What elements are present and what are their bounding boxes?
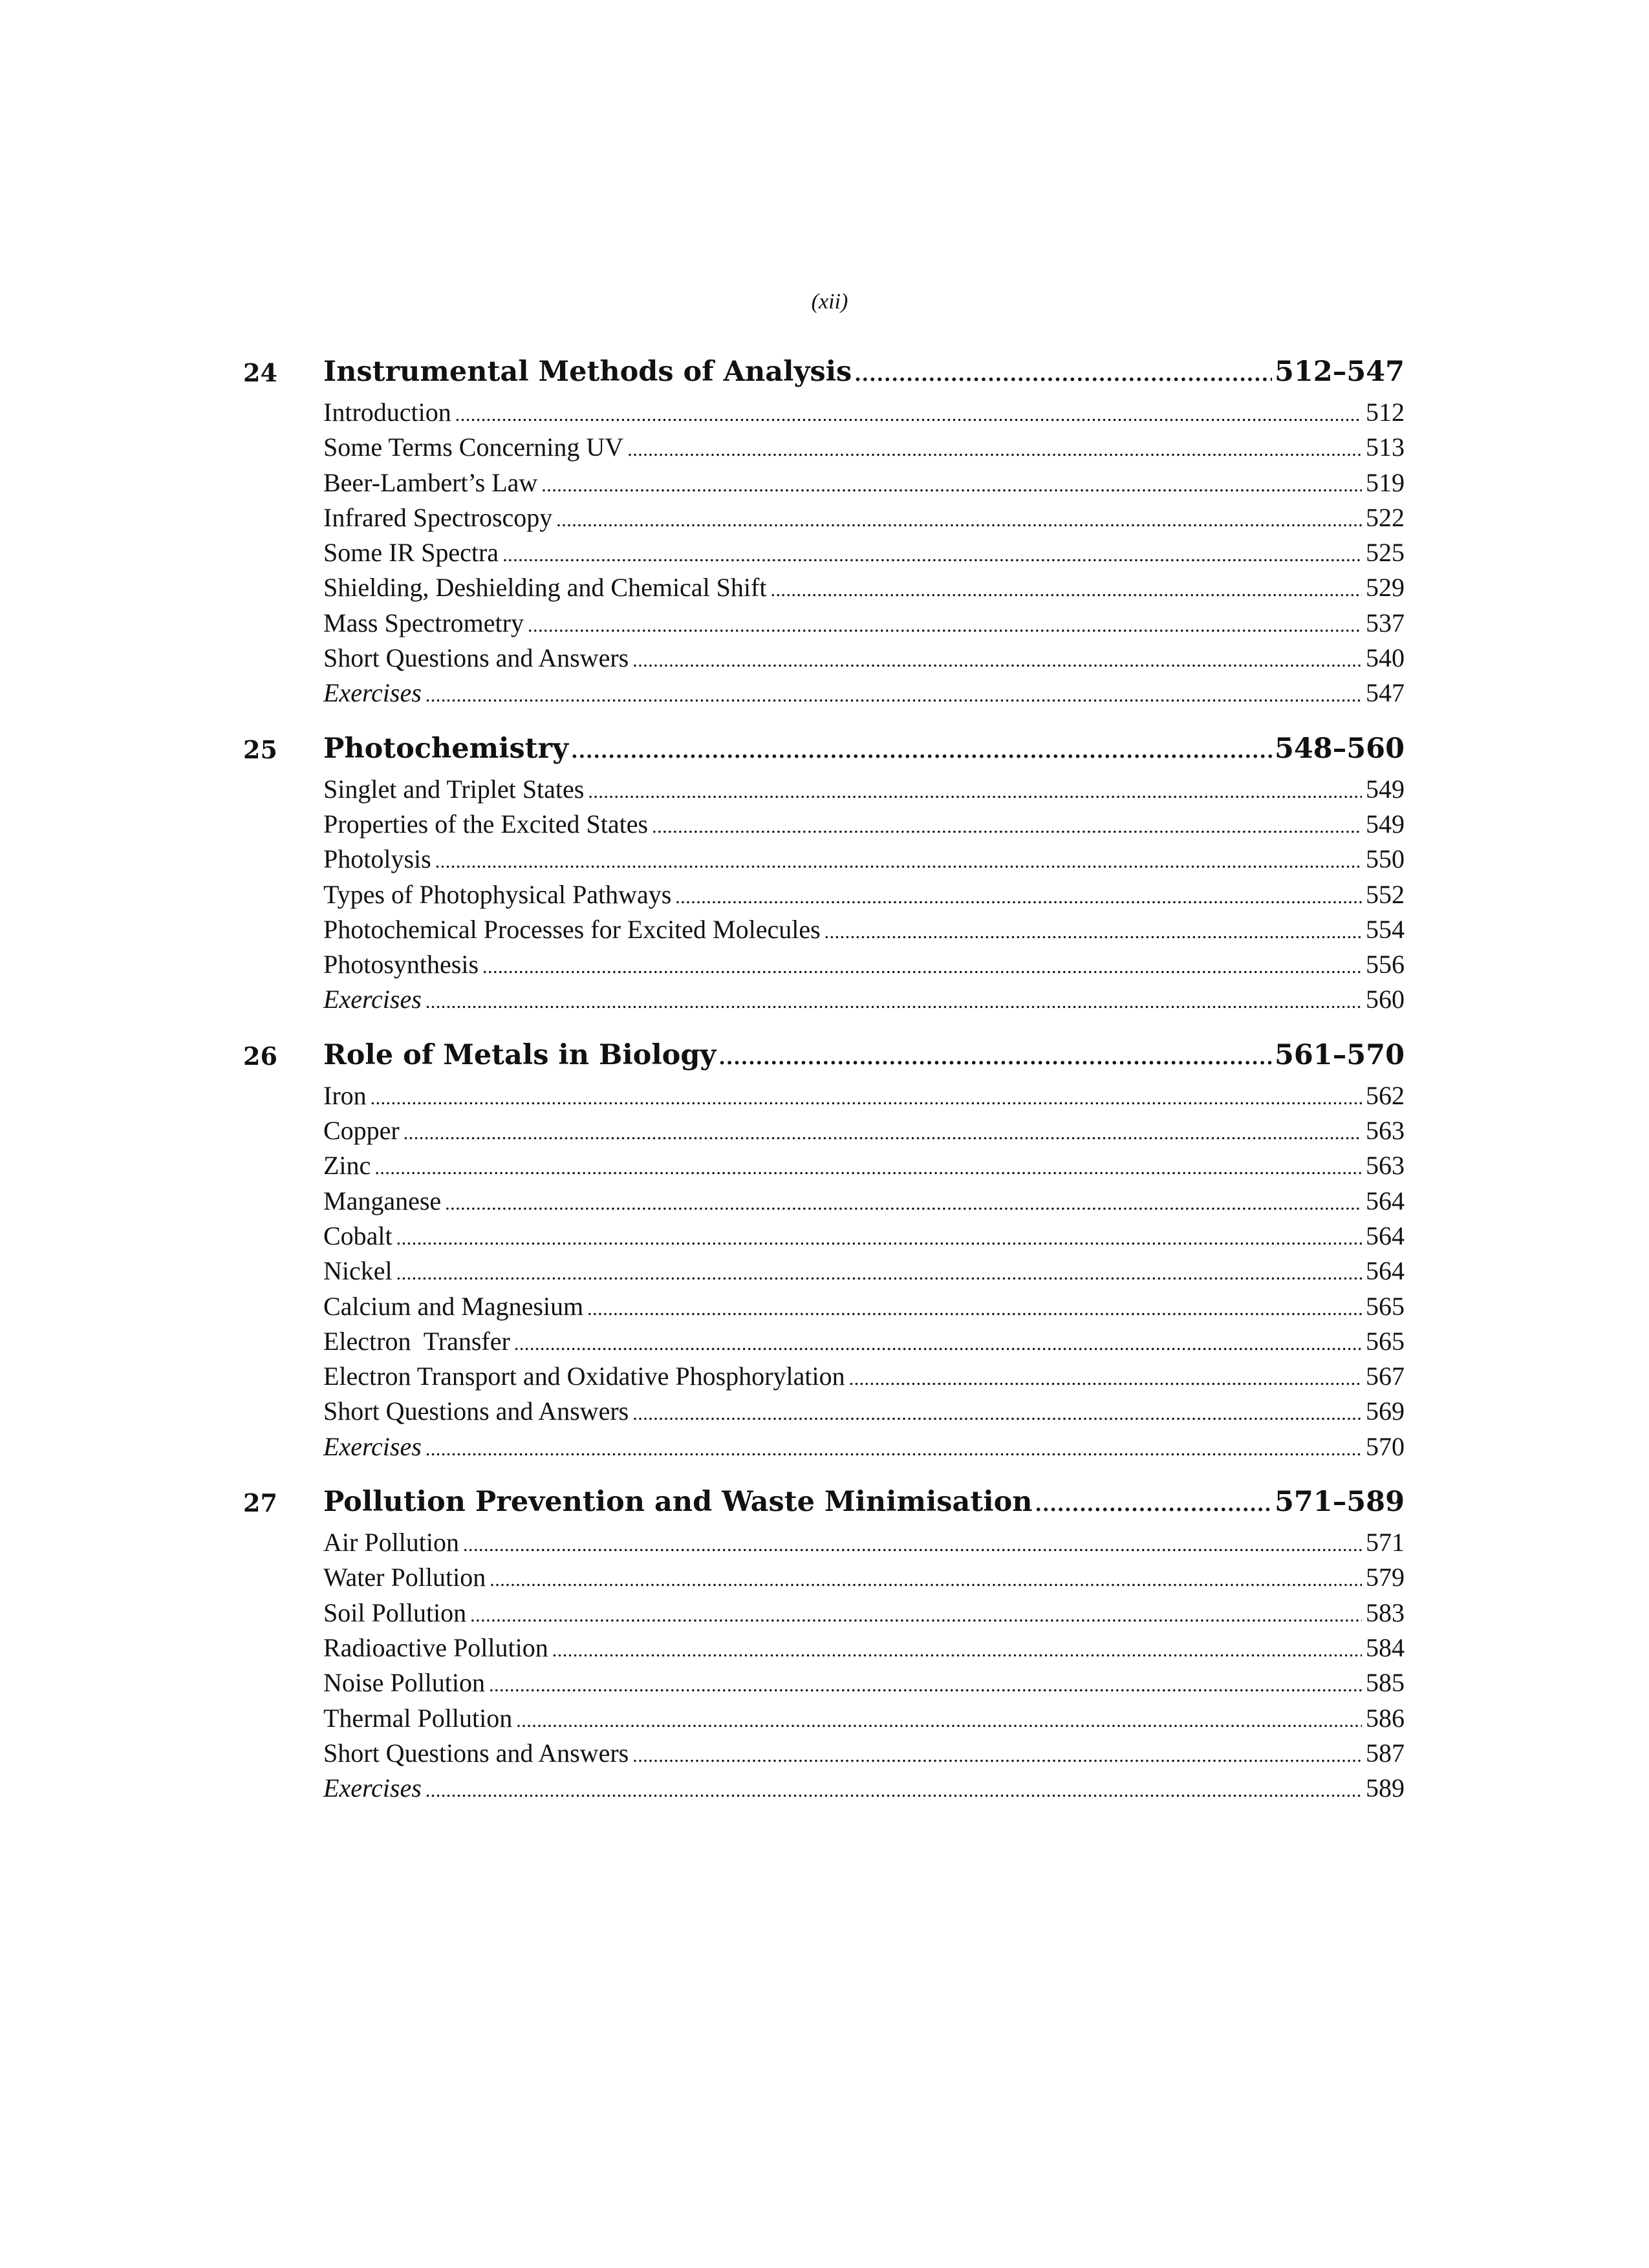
entry-page-number: 587 (1366, 1738, 1405, 1768)
chapter-heading[interactable] (0, 349, 1649, 394)
dot-leader (552, 1640, 1362, 1662)
entry-page-number: 583 (1366, 1598, 1405, 1627)
entry-page-number: 554 (1366, 914, 1405, 944)
dot-leader (632, 1745, 1362, 1767)
toc-entry[interactable] (323, 984, 1405, 1019)
dot-leader (482, 956, 1362, 978)
entry-page-number: 565 (1366, 1326, 1405, 1356)
chapter-title-line (323, 1486, 1405, 1518)
toc-entry[interactable] (323, 774, 1405, 809)
table-of-contents (0, 349, 1649, 1821)
chapter-heading[interactable] (0, 726, 1649, 771)
dot-leader (587, 1298, 1362, 1320)
dot-leader (455, 404, 1362, 426)
chapter-title-line (323, 356, 1405, 388)
entry-page-number: 549 (1366, 809, 1405, 839)
entry-title: Exercises (323, 678, 422, 708)
dot-leader (445, 1193, 1362, 1215)
entry-page-number: 563 (1366, 1151, 1405, 1181)
toc-entry[interactable] (323, 809, 1405, 844)
dot-leader (516, 1710, 1362, 1732)
entry-title: Soil Pollution (323, 1598, 467, 1627)
dot-leader (824, 921, 1362, 943)
dot-leader (396, 1263, 1362, 1285)
dot-leader (588, 781, 1362, 803)
section-list (323, 771, 1405, 1020)
dot-leader (528, 615, 1362, 637)
entry-page-number: 564 (1366, 1186, 1405, 1215)
toc-entry[interactable] (323, 1361, 1405, 1396)
toc-entry[interactable] (323, 1221, 1405, 1256)
dot-leader (426, 1439, 1362, 1460)
toc-entry[interactable] (323, 1738, 1405, 1773)
entry-title: Air Pollution (323, 1528, 460, 1557)
entry-page-number: 569 (1366, 1396, 1405, 1426)
entry-title: Water Pollution (323, 1563, 486, 1592)
entry-page-number: 586 (1366, 1703, 1405, 1733)
entry-page-number: 537 (1366, 608, 1405, 637)
toc-entry[interactable] (323, 1150, 1405, 1185)
dot-leader (632, 650, 1362, 672)
entry-page-number: 512 (1366, 398, 1405, 427)
chapter-24 (0, 349, 1649, 713)
chapter-27 (0, 1479, 1649, 1808)
chapter-heading[interactable] (0, 1479, 1649, 1524)
toc-entry[interactable] (323, 1256, 1405, 1290)
entry-page-number: 579 (1366, 1563, 1405, 1592)
chapter-title: Instrumental Methods of Analysis (323, 356, 852, 388)
entry-page-number: 540 (1366, 643, 1405, 673)
entry-title: Zinc (323, 1151, 371, 1181)
entry-title: Exercises (323, 1431, 422, 1461)
toc-entry[interactable] (323, 643, 1405, 678)
dot-leader (718, 1047, 1272, 1069)
entry-page-number: 547 (1366, 678, 1405, 708)
chapter-title-line (323, 1039, 1405, 1071)
entry-page-number: 522 (1366, 502, 1405, 532)
dot-leader (426, 1780, 1362, 1802)
entry-page-number: 560 (1366, 985, 1405, 1014)
entry-title: Properties of the Excited States (323, 809, 649, 839)
entry-title: Infrared Spectroscopy (323, 502, 553, 532)
entry-page-number: 585 (1366, 1668, 1405, 1698)
entry-page-number: 567 (1366, 1362, 1405, 1391)
section-list (323, 1078, 1405, 1466)
dot-leader (514, 1333, 1362, 1355)
entry-title: Manganese (323, 1186, 442, 1215)
entry-title: Exercises (323, 1773, 422, 1803)
toc-entry[interactable] (323, 572, 1405, 607)
section-list (323, 1524, 1405, 1808)
dot-leader (1035, 1493, 1272, 1516)
dot-leader (854, 363, 1272, 386)
entry-title: Types of Photophysical Pathways (323, 879, 672, 909)
entry-page-number: 563 (1366, 1116, 1405, 1146)
chapter-number: 24 (243, 358, 277, 387)
toc-entry[interactable] (323, 1703, 1405, 1738)
entry-page-number: 556 (1366, 950, 1405, 979)
chapter-26 (0, 1032, 1649, 1466)
dot-leader (463, 1534, 1362, 1556)
dot-leader (470, 1605, 1362, 1627)
chapter-number: 26 (243, 1041, 277, 1071)
dot-leader (541, 475, 1362, 497)
entry-page-number: 564 (1366, 1221, 1405, 1250)
entry-page-number: 513 (1366, 433, 1405, 462)
chapter-number: 27 (243, 1488, 277, 1518)
dot-leader (404, 1122, 1362, 1144)
chapter-heading[interactable] (0, 1032, 1649, 1078)
dot-leader (489, 1674, 1362, 1696)
entry-title: Calcium and Magnesium (323, 1291, 584, 1321)
entry-title: Cobalt (323, 1221, 393, 1250)
dot-leader (652, 816, 1362, 838)
toc-entry[interactable] (323, 1632, 1405, 1667)
toc-entry[interactable] (323, 1562, 1405, 1597)
chapter-25 (0, 726, 1649, 1020)
entry-title: Some IR Spectra (323, 538, 499, 568)
dot-leader (556, 509, 1362, 531)
entry-title: Some Terms Concerning UV (323, 433, 624, 462)
toc-entry[interactable] (323, 1080, 1405, 1115)
toc-entry[interactable] (323, 678, 1405, 712)
entry-title: Singlet and Triplet States (323, 774, 585, 804)
entry-title: Short Questions and Answers (323, 1396, 629, 1426)
entry-page-number: 584 (1366, 1632, 1405, 1662)
entry-page-number: 552 (1366, 879, 1405, 909)
toc-entry[interactable] (323, 1396, 1405, 1431)
entry-page-number: 564 (1366, 1256, 1405, 1286)
toc-entry[interactable] (323, 1431, 1405, 1466)
entry-page-number: 529 (1366, 573, 1405, 603)
toc-entry[interactable] (323, 537, 1405, 572)
entry-page-number: 519 (1366, 467, 1405, 497)
toc-entry[interactable] (323, 1291, 1405, 1326)
chapter-title: Pollution Prevention and Waste Minimisation (323, 1486, 1033, 1519)
dot-leader (675, 886, 1362, 908)
toc-entry[interactable] (323, 502, 1405, 537)
entry-page-number: 589 (1366, 1773, 1405, 1803)
entry-title: Radioactive Pollution (323, 1632, 548, 1662)
entry-title: Thermal Pollution (323, 1703, 513, 1733)
entry-title: Nickel (323, 1256, 393, 1286)
entry-title: Iron (323, 1080, 367, 1110)
entry-title: Shielding, Deshielding and Chemical Shift (323, 573, 767, 603)
entry-page-number: 525 (1366, 538, 1405, 568)
chapter-title-line (323, 733, 1405, 765)
dot-leader (435, 851, 1362, 873)
dot-leader (371, 1087, 1362, 1109)
toc-entry[interactable] (323, 432, 1405, 467)
toc-entry[interactable] (323, 949, 1405, 984)
entry-page-number: 565 (1366, 1291, 1405, 1321)
entry-title: Copper (323, 1116, 400, 1146)
chapter-title: Photochemistry (323, 732, 569, 765)
toc-entry[interactable] (323, 1326, 1405, 1361)
toc-entry[interactable] (323, 1527, 1405, 1562)
dot-leader (502, 544, 1362, 566)
toc-entry[interactable] (323, 608, 1405, 643)
chapter-page-range: 512–547 (1274, 356, 1405, 388)
page-number: (xii) (811, 290, 848, 314)
entry-title: Mass Spectrometry (323, 608, 524, 637)
entry-title: Photochemical Processes for Excited Molecules (323, 914, 821, 944)
entry-page-number: 571 (1366, 1528, 1405, 1557)
toc-entry[interactable] (323, 397, 1405, 432)
entry-title: Beer-Lambert’s Law (323, 467, 538, 497)
entry-title: Electron Transfer (323, 1326, 510, 1356)
toc-entry[interactable] (323, 1598, 1405, 1632)
dot-leader (374, 1157, 1362, 1179)
toc-entry[interactable] (323, 844, 1405, 879)
dot-leader (571, 740, 1272, 763)
dot-leader (627, 439, 1362, 461)
chapter-page-range: 561–570 (1274, 1038, 1405, 1071)
toc-entry[interactable] (323, 1115, 1405, 1150)
entry-page-number: 570 (1366, 1431, 1405, 1461)
toc-entry[interactable] (323, 1667, 1405, 1702)
entry-title: Short Questions and Answers (323, 1738, 629, 1768)
dot-leader (396, 1228, 1362, 1250)
toc-entry[interactable] (323, 1773, 1405, 1808)
section-list (323, 394, 1405, 713)
entry-page-number: 562 (1366, 1080, 1405, 1110)
entry-title: Electron Transport and Oxidative Phosphorylation (323, 1362, 845, 1391)
entry-page-number: 549 (1366, 774, 1405, 804)
entry-title: Noise Pollution (323, 1668, 486, 1698)
dot-leader (632, 1403, 1362, 1425)
entry-title: Introduction (323, 398, 451, 427)
chapter-number: 25 (243, 734, 277, 764)
dot-leader (770, 579, 1362, 601)
toc-entry[interactable] (323, 1186, 1405, 1221)
entry-title: Short Questions and Answers (323, 643, 629, 673)
dot-leader (849, 1368, 1362, 1390)
toc-entry[interactable] (323, 914, 1405, 949)
dot-leader (426, 685, 1362, 707)
chapter-page-range: 548–560 (1274, 732, 1405, 765)
entry-page-number: 550 (1366, 844, 1405, 874)
toc-entry[interactable] (323, 879, 1405, 914)
entry-title: Photolysis (323, 844, 431, 874)
chapter-title: Role of Metals in Biology (323, 1038, 717, 1071)
dot-leader (490, 1569, 1362, 1591)
entry-title: Exercises (323, 985, 422, 1014)
toc-entry[interactable] (323, 467, 1405, 502)
dot-leader (426, 991, 1362, 1013)
chapter-page-range: 571–589 (1274, 1486, 1405, 1519)
entry-title: Photosynthesis (323, 950, 479, 979)
